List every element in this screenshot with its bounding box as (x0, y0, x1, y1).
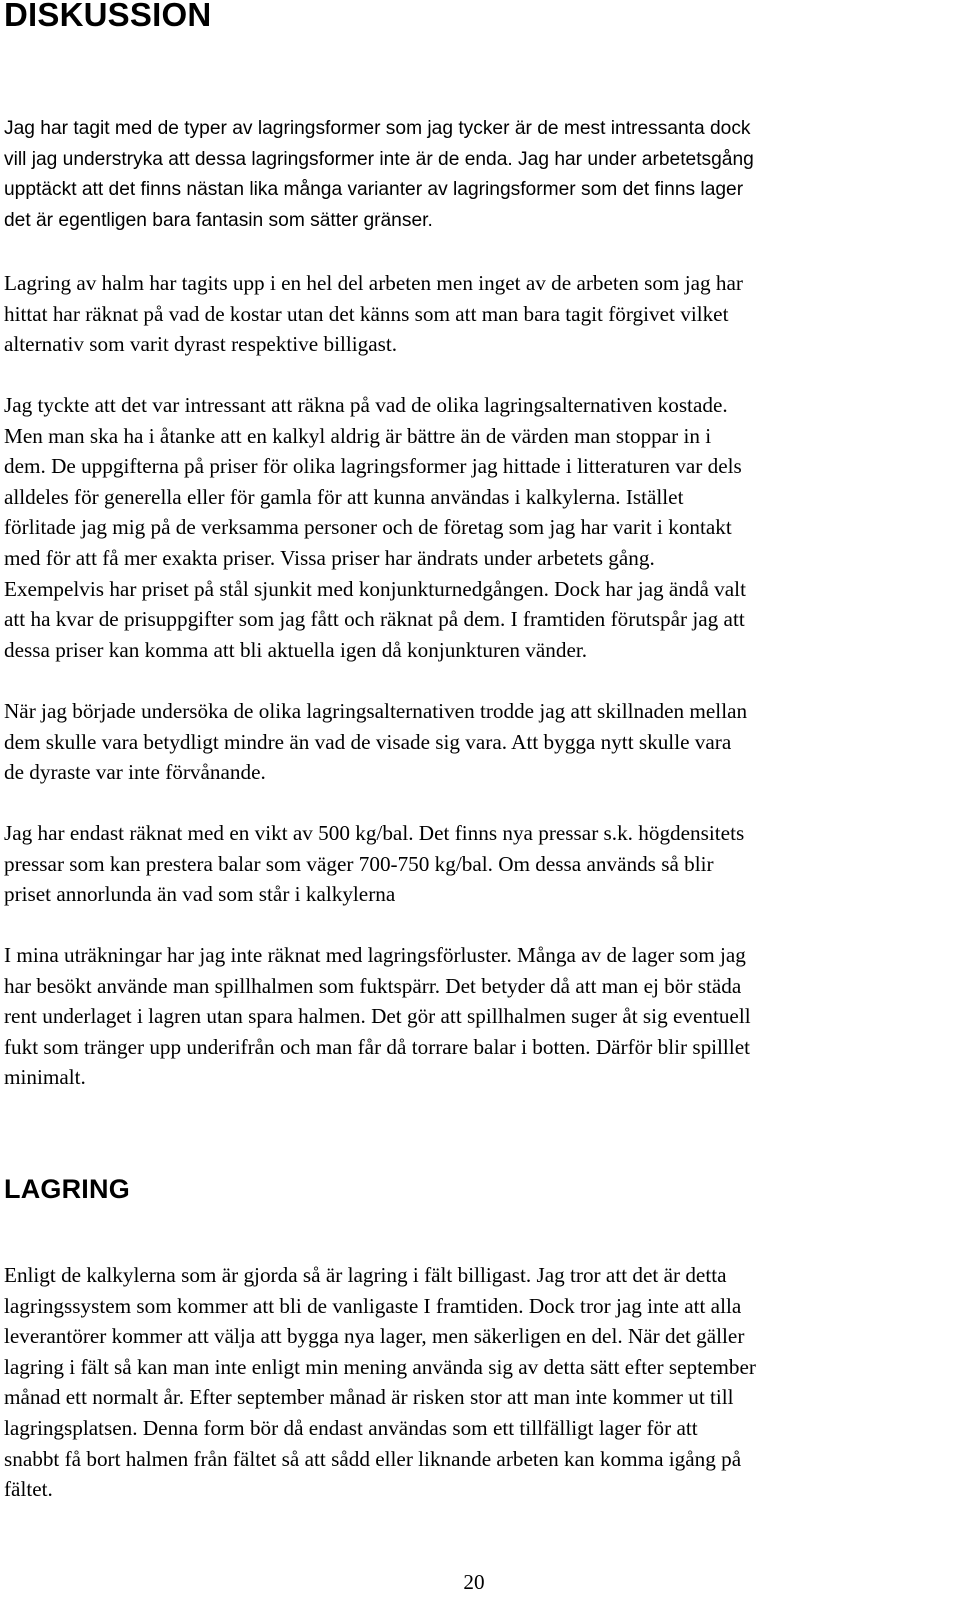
text-line: snabbt få bort halmen från fältet så att sådd eller liknande arbeten kan komma igång på (4, 1446, 742, 1471)
text-line: de dyraste var inte förvånande. (4, 760, 266, 785)
text-line: rent underlaget i lagren utan spara halmen. Det gör att spillhalmen suger åt sig eventuell (4, 1004, 751, 1029)
section-heading-diskussion: DISKUSSION (4, 0, 212, 33)
text-line: alldeles för generella eller för gamla för att kunna användas i kalkylerna. Istället (4, 484, 684, 509)
text-line: upptäckt att det finns nästan lika många varianter av lagringsformer som det finns lager (4, 179, 744, 201)
text-line: Enligt de kalkylerna som är gjorda så är lagring i fält billigast. Jag tror att det är detta (4, 1263, 727, 1287)
text-line: fältet. (4, 1477, 53, 1502)
text-line: att ha kvar de prisuppgifter som jag fått och räknat på dem. I framtiden förutspår jag att (4, 607, 745, 632)
text-line: vill jag understryka att dessa lagringsformer inte är de enda. Jag har under arbetetsgång (4, 148, 754, 170)
text-line: Jag har tagit med de typer av lagringsformer som jag tycker är de mest intressanta dock (4, 118, 751, 139)
text-line: lagring i fält så kan man inte enligt min mening använda sig av detta sätt efter september (4, 1354, 756, 1379)
text-line: pressar som kan prestera balar som väger 700-750 kg/bal. Om dessa används så blir (4, 851, 714, 876)
paragraph-3 (4, 390, 944, 665)
text-line: I mina uträkningar har jag inte räknat med lagringsförluster. Många av de lager som jag (4, 943, 746, 967)
paragraph-2 (4, 268, 944, 360)
paragraph-7 (4, 1260, 944, 1505)
text-line: Men man ska ha i åtanke att en kalkyl aldrig är bättre än de värden man stoppar in i (4, 423, 712, 448)
paragraph-1 (4, 114, 944, 236)
text-line: När jag började undersöka de olika lagringsalternativen trodde jag att skillnaden mellan (4, 699, 748, 723)
text-line: det är egentligen bara fantasin som sätter gränser. (4, 209, 433, 231)
text-line: förlitade jag mig på de verksamma personer och de företag som jag har varit i kontakt (4, 515, 732, 540)
text-line: har besökt använde man spillhalmen som fuktspärr. Det betyder då att man ej bör städa (4, 973, 742, 998)
paragraph-5 (4, 818, 944, 910)
page-number: 20 (463, 1570, 485, 1594)
text-line: Jag tyckte att det var intressant att räkna på vad de olika lagringsalternativen kostade. (4, 393, 728, 417)
text-line: Exempelvis har priset på stål sjunkit med konjunkturnedgången. Dock har jag ändå valt (4, 576, 746, 601)
text-line: leverantörer kommer att välja att bygga nya lager, men säkerligen en del. När det gäller (4, 1324, 745, 1349)
paragraph-4 (4, 696, 944, 788)
text-line: dem skulle vara betydligt mindre än vad de visade sig vara. Att bygga nytt skulle vara (4, 729, 732, 754)
text-line: hittat har räknat på vad de kostar utan det känns som att man bara tagit förgivet vilket (4, 301, 729, 326)
text-line: lagringsplatsen. Denna form bör då endast användas som ett tillfälligt lager för att (4, 1415, 698, 1440)
paragraph-6 (4, 940, 944, 1093)
text-line: fukt som tränger upp underifrån och man får då torrare balar i botten. Därför blir spilllet (4, 1034, 751, 1059)
text-line: månad ett normalt år. Efter september månad är risken stor att man inte kommer ut till (4, 1385, 734, 1410)
text-line: priset annorlunda än vad som står i kalkylerna (4, 882, 396, 907)
text-line: minimalt. (4, 1065, 86, 1090)
text-line: Jag har endast räknat med en vikt av 500 kg/bal. Det finns nya pressar s.k. högdensitets (4, 821, 745, 845)
text-line: med för att få mer exakta priser. Vissa priser har ändrats under arbetets gång. (4, 545, 655, 570)
text-line: alternativ som varit dyrast respektive billigast. (4, 332, 398, 357)
text-line: dem. De uppgifterna på priser för olika lagringsformer jag hittade i litteraturen var dels (4, 454, 742, 479)
text-line: dessa priser kan komma att bli aktuella igen då konjunkturen vänder. (4, 637, 588, 662)
text-line: lagringssystem som kommer att bli de vanligaste I framtiden. Dock tror jag inte att alla (4, 1293, 742, 1318)
section-heading-lagring: LAGRING (4, 1174, 130, 1204)
text-line: Lagring av halm har tagits upp i en hel del arbeten men inget av de arbeten som jag har (4, 271, 743, 295)
